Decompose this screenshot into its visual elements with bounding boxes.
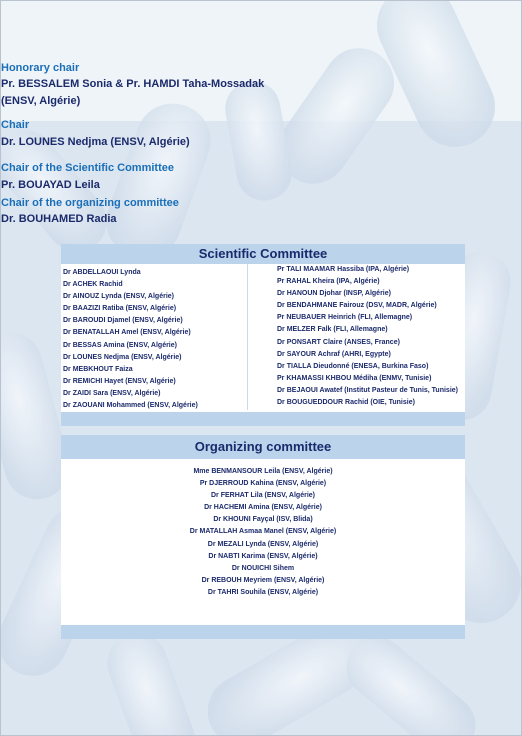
committee-member: Dr AINOUZ Lynda (ENSV, Algérie) [63,293,174,301]
committee-member: Dr TAHRI Souhila (ENSV, Algérie) [207,588,319,596]
committee-member: Dr ACHEK Rachid [63,281,123,289]
organizing-committee-header [61,435,465,459]
honorary-chair-label: Honorary chair [1,62,80,74]
committee-member: Dr BENDAHMANE Fairouz (DSV, MADR, Algérie) [277,302,437,310]
committee-member: Pr RAHAL Kheira (IPA, Algérie) [277,278,380,286]
committee-member: Dr BENATALLAH Amel (ENSV, Algérie) [63,329,191,337]
committee-member: Dr ZAOUANI Mohammed (ENSV, Algérie) [63,402,198,410]
scientific-chair-name: Pr. BOUAYAD Leila [1,179,100,191]
committee-member: Pr NEUBAUER Heinrich (FLI, Allemagne) [277,314,413,322]
committee-member: Dr MATALLAH Asmaa Manel (ENSV, Algérie) [189,528,337,536]
committee-member: Dr ZAIDI Sara (ENSV, Algérie) [63,389,161,397]
honorary-chair-names: Pr. BESSALEM Sonia & Pr. HAMDI Taha-Mossadak [1,78,265,90]
committee-member: Dr BOUGUEDDOUR Rachid (OIE, Tunisie) [277,399,415,407]
committee-member: Dr HACHEMI Amina (ENSV, Algérie) [204,504,322,512]
committee-member: Dr NABTI Karima (ENSV, Algérie) [208,552,318,560]
committee-member: Dr REBOUH Meyriem (ENSV, Algérie) [201,576,325,584]
committee-member: Dr KHOUNI Fayçal (ISV, Blida) [213,516,313,524]
organizing-chair-name: Dr. BOUHAMED Radia [1,213,117,225]
scientific-committee-left-column [63,267,198,412]
scientific-committee-right-column [277,264,458,409]
committee-member: Dr SAYOUR Achraf (AHRI, Egypte) [277,350,391,358]
organizing-committee-list [61,466,465,599]
committee-member: Dr TIALLA Dieudonné (ENESA, Burkina Faso) [277,362,429,370]
organizing-chair-label: Chair of the organizing committee [1,197,179,209]
committee-member: Dr BAAZIZI Ratiba (ENSV, Algérie) [63,305,177,313]
organizing-committee-title: Organizing committee [194,439,332,454]
committee-member: Mme BENMANSOUR Leila (ENSV, Algérie) [193,468,333,475]
committee-member: Dr HANOUN Djohar (INSP, Algérie) [277,290,391,298]
committee-member: Dr BEJAOUI Awatef (Institut Pasteur de Tunis, Tunisie) [277,386,458,394]
committee-member: Dr MEBKHOUT Faiza [63,365,133,373]
scientific-chair-label: Chair of the Scientific Committee [1,162,174,174]
committee-member: Dr LOUNES Nedjma (ENSV, Algérie) [63,353,182,361]
chair-label: Chair [1,119,30,131]
organizing-committee-footer [61,625,465,639]
scientific-committee-header [61,244,465,264]
committee-member: Pr TALI MAAMAR Hassiba (IPA, Algérie) [277,266,410,273]
committee-member: Pr KHAMASSI KHBOU Médiha (ENMV, Tunisie) [277,374,432,382]
column-divider [247,264,248,410]
committee-member: Dr BESSAS Amina (ENSV, Algérie) [63,341,177,349]
committee-member: Dr PONSART Claire (ANSES, France) [277,338,400,346]
chair-name: Dr. LOUNES Nedjma (ENSV, Algérie) [1,136,190,148]
committee-member: Dr FERHAT Lila (ENSV, Algérie) [211,492,315,500]
committee-member: Dr REMICHI Hayet (ENSV, Algérie) [63,377,176,385]
honorary-chair-affiliation: (ENSV, Algérie) [1,95,81,107]
committee-member: Dr ABDELLAOUI Lynda [63,269,141,276]
committee-member: Dr MELZER Falk (FLI, Allemagne) [277,326,388,334]
organizing-committee-panel [61,459,465,625]
scientific-committee-title: Scientific Committee [198,246,328,261]
committee-member: Dr MEZALI Lynda (ENSV, Algérie) [207,540,319,548]
committee-member: Dr BAROUDI Djamel (ENSV, Algérie) [63,317,183,325]
committee-member: Dr NOUICHI Sihem [231,564,295,572]
scientific-committee-panel [61,264,465,412]
scientific-committee-footer [61,412,465,426]
committee-member: Pr DJERROUD Kahina (ENSV, Algérie) [199,480,327,488]
